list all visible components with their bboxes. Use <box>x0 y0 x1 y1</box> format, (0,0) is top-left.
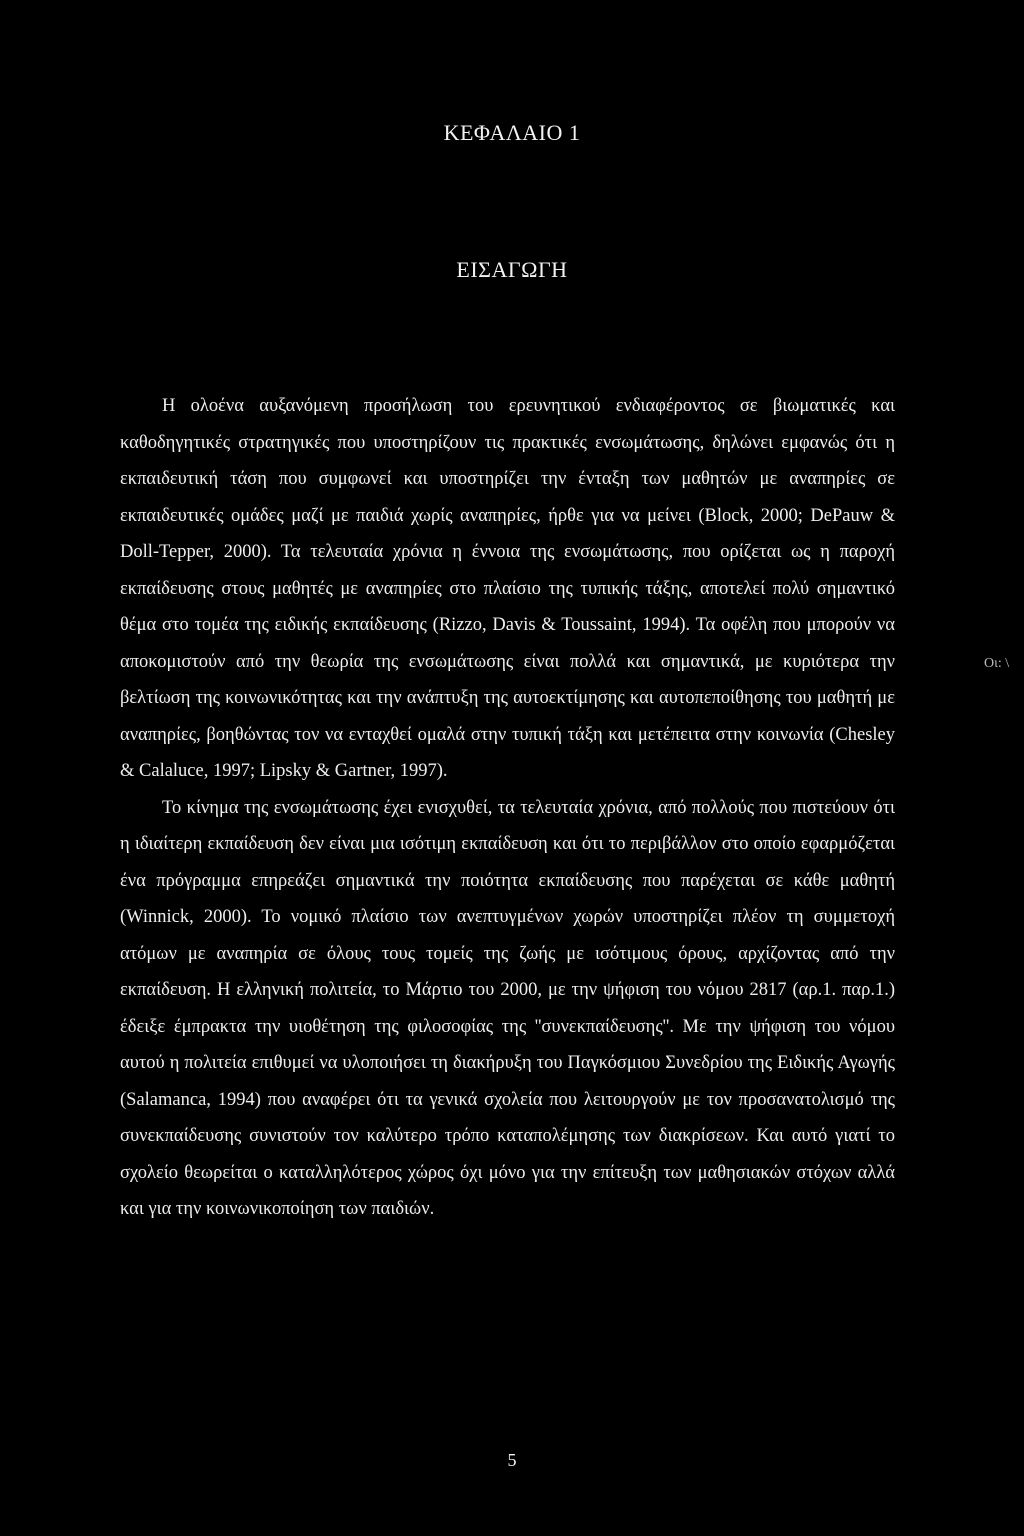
section-title: ΕΙΣΑΓΩΓΗ <box>456 257 568 282</box>
chapter-title: ΚΕΦΑΛΑΙΟ 1 <box>443 120 581 145</box>
margin-mark: Οι: \ <box>984 656 1010 671</box>
paragraph-1: Η ολοένα αυξανόμενη προσήλωση του ερευνητικού ενδιαφέροντος σε βιωματικές και καθοδηγητικές στρατηγικές που υποστηρίζουν τις πρακτικές ενσωμάτωσης, δηλώνει εμφανώς ότι η εκπαιδευτική τάση που συμφωνεί και υποστηρίζει την ένταξη των μαθητών με αναπηρίες σε εκπαιδευτικές ομάδες μαζί με παιδιά χωρίς αναπηρίες, ήρθε για να μείνει (Block, 2000; DePauw & Doll-Tepper, 2000). Τα τελευταία χρόνια η έννοια της ενσωμάτωσης, που ορίζεται ως η παροχή εκπαίδευσης στους μαθητές με αναπηρίες στο πλαίσιο της τυπικής τάξης, αποτελεί πολύ σημαντικό θέμα στο τομέα της ειδικής εκπαίδευσης (Rizzo, Davis & Toussaint, 1994). Τα οφέλη που μπορούν να αποκομιστούν από την θεωρία της ενσωμάτωσης είναι πολλά και σημαντικά, με κυριότερα την βελτίωση της κοινωνικότητας και την ανάπτυξη της αυτοεκτίμησης και αυτοπεποίθησης του μαθητή με αναπηρίες, βοηθώντας τον να ενταχθεί ομαλά στην τυπική τάξη και μετέπειτα στην κοινωνία (Chesley & Calaluce, 1997; Lipsky & Gartner, 1997). <box>120 396 895 781</box>
paragraph-2: Το κίνημα της ενσωμάτωσης έχει ενισχυθεί, τα τελευταία χρόνια, από πολλούς που πιστεύουν ότι η ιδιαίτερη εκπαίδευση δεν είναι μια ισότιμη εκπαίδευση και ότι το περιβάλλον στο οποίο εφαρμόζεται ένα πρόγραμμα επηρεάζει σημαντικά την ποιότητα εκπαίδευσης που παρέχεται σε κάθε μαθητή (Winnick, 2000). Το νομικό πλαίσιο των ανεπτυγμένων χωρών υποστηρίζει πλέον τη συμμετοχή ατόμων με αναπηρία σε όλους τους τομείς της ζωής με ισότιμους όρους, αρχίζοντας από την εκπαίδευση. Η ελληνική πολιτεία, το Μάρτιο του 2000, με την ψήφιση του νόμου 2817 (αρ.1. παρ.1.) έδειξε έμπρακτα την υιοθέτηση της φιλοσοφίας της ''συνεκπαίδευσης''. Με την ψήφιση του νόμου αυτού η πολιτεία επιθυμεί να υλοποιήσει τη διακήρυξη του Παγκόσμιου Συνεδρίου της Ειδικής Αγωγής (Salamanca, 1994) που αναφέρει ότι τα γενικά σχολεία που λειτουργούν με τον προσανατολισμό της συνεκπαίδευσης συνιστούν τον καλύτερο τρόπο καταπολέμησης των διακρίσεων. Και αυτό γιατί το σχολείο θεωρείται ο καταλληλότερος χώρος όχι μόνο για την επίτευξη των μαθησιακών στόχων αλλά και για την κοινωνικοποίηση των παιδιών. <box>120 797 895 1219</box>
page-number: 5 <box>507 1450 517 1470</box>
body-text <box>120 388 895 1228</box>
